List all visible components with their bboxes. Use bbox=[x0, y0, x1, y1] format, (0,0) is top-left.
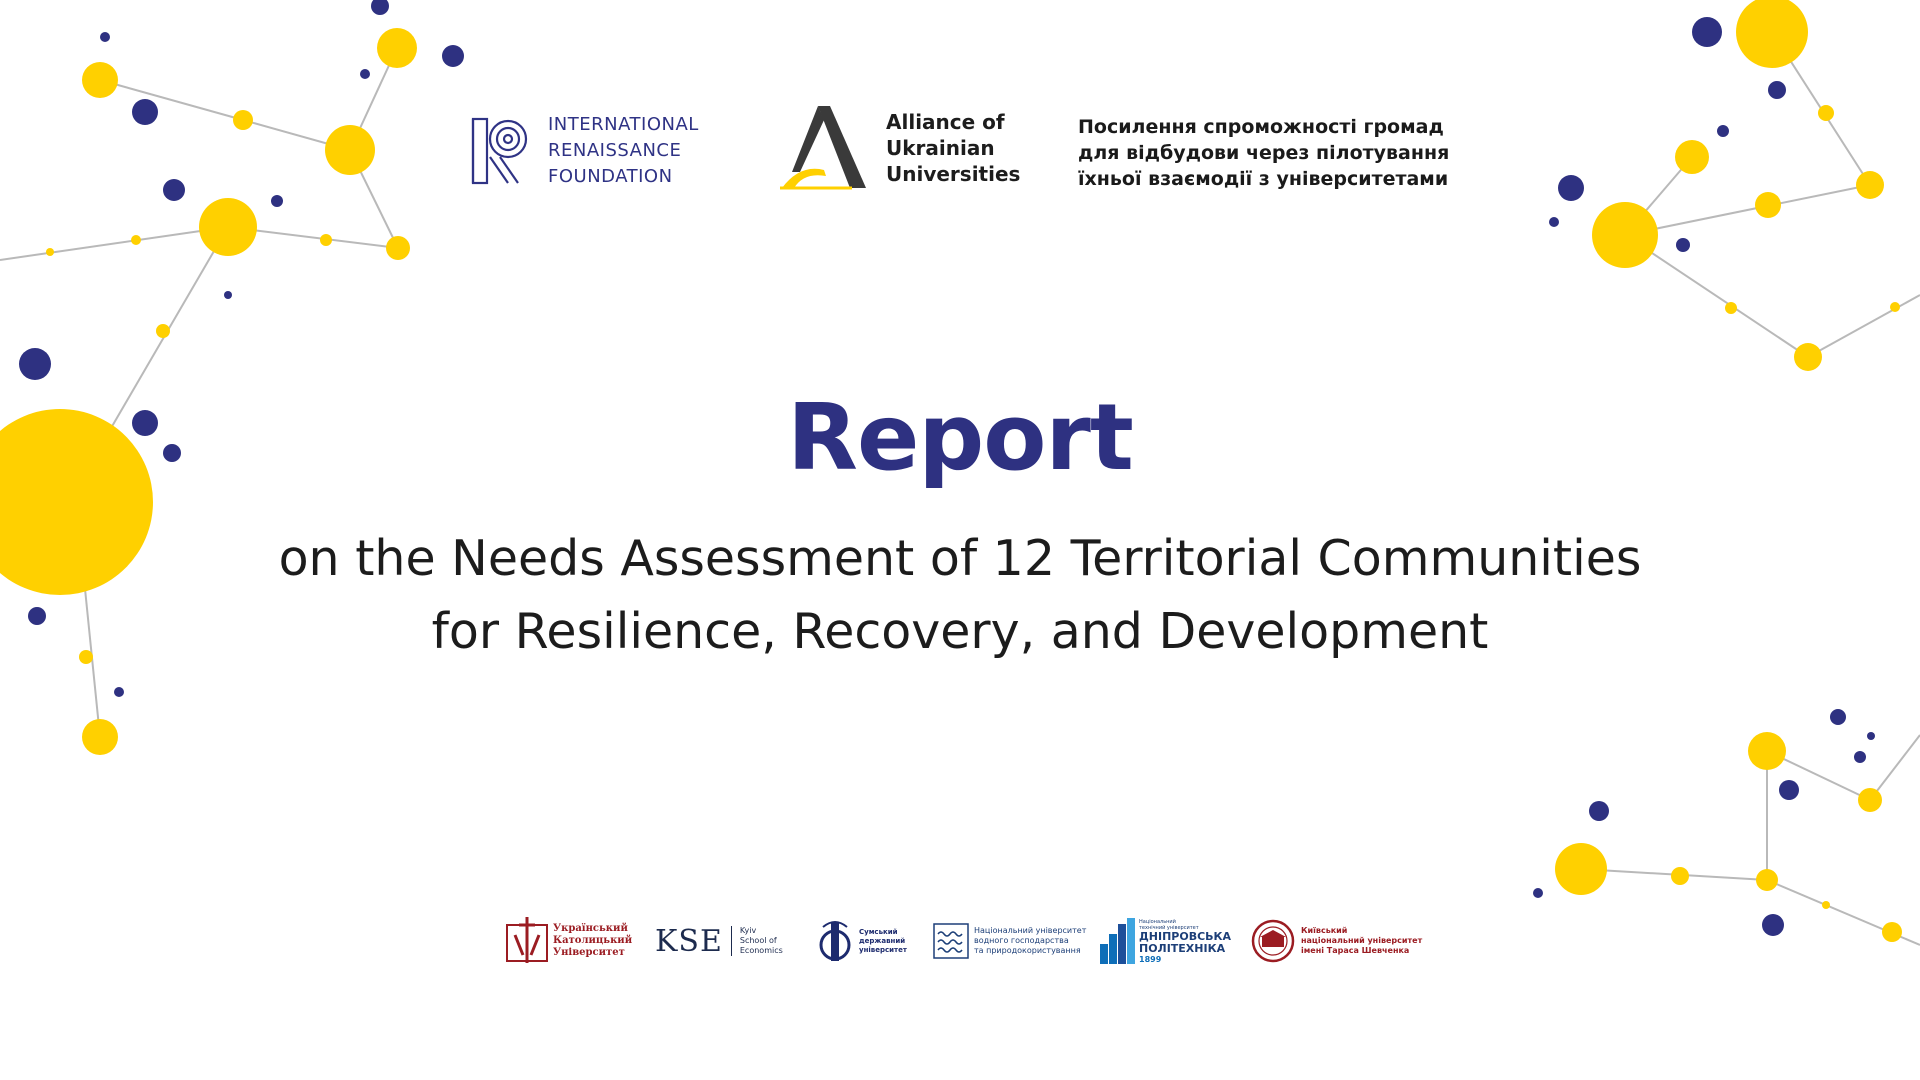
report-subtitle bbox=[0, 522, 1920, 668]
knu-line-1: Київський bbox=[1301, 926, 1348, 935]
kse-logo bbox=[655, 916, 783, 966]
dnipro-name bbox=[1139, 919, 1231, 964]
dnipro-line-1: Національний bbox=[1139, 918, 1176, 925]
kse-mark: KSE bbox=[655, 923, 723, 959]
kse-divider bbox=[731, 926, 732, 956]
dnipro-line-3: ДНІПРОВСЬКА bbox=[1139, 929, 1232, 943]
sumy-emblem-icon bbox=[817, 917, 857, 965]
alliance-line-2: Ukrainian bbox=[886, 136, 995, 160]
alliance-logo bbox=[780, 106, 1020, 190]
kse-line-2: School of bbox=[739, 936, 777, 945]
irf-logo bbox=[470, 112, 699, 190]
nuwee-line-1: Національний університет bbox=[974, 926, 1087, 935]
nuwee-line-2: водного господарства bbox=[974, 936, 1069, 945]
dnipro-year: 1899 bbox=[1139, 954, 1162, 964]
knu-line-2: національний університет bbox=[1301, 936, 1423, 945]
alliance-logo-icon bbox=[780, 106, 868, 190]
dnipro-line-4: ПОЛІТЕХНІКА bbox=[1139, 941, 1226, 955]
knu-name bbox=[1301, 926, 1422, 956]
dnipro-bars-icon bbox=[1100, 918, 1136, 964]
ucu-crest-icon bbox=[505, 917, 549, 965]
sumy-logo bbox=[817, 916, 907, 966]
kse-line-3: Economics bbox=[739, 946, 783, 955]
sumy-line-3: університет bbox=[859, 945, 907, 954]
alliance-line-1: Alliance of bbox=[886, 110, 1005, 134]
sumy-name bbox=[859, 928, 907, 955]
kse-name bbox=[740, 926, 783, 956]
irf-line-1: INTERNATIONAL bbox=[548, 114, 699, 135]
irf-line-2: RENAISSANCE bbox=[548, 140, 682, 161]
ucu-line-2: Католицький bbox=[553, 935, 633, 946]
nuwee-line-3: та природокористування bbox=[974, 946, 1081, 955]
subtitle-line-2: for Resilience, Recovery, and Development bbox=[431, 603, 1489, 660]
knu-line-3: імені Тараса Шевченка bbox=[1301, 946, 1410, 955]
project-line-1: Посилення спроможності громад bbox=[1078, 116, 1444, 138]
ucu-line-1: Український bbox=[553, 923, 628, 934]
knu-logo bbox=[1251, 916, 1422, 966]
subtitle-line-1: on the Needs Assessment of 12 Territorial Communities bbox=[278, 530, 1642, 587]
kse-line-1: Kyiv bbox=[739, 926, 757, 935]
nuwee-waves-icon bbox=[933, 923, 969, 959]
alliance-line-3: Universities bbox=[886, 162, 1021, 186]
dnipro-line-2: технічний університет bbox=[1139, 924, 1199, 931]
irf-logo-icon bbox=[470, 117, 528, 185]
alliance-name bbox=[886, 109, 1020, 187]
nuwee-logo bbox=[933, 916, 1086, 966]
dnipro-logo bbox=[1100, 916, 1231, 966]
ucu-logo bbox=[505, 916, 632, 966]
project-line-3: їхньої взаємодії з університетами bbox=[1078, 168, 1449, 190]
ucu-line-3: Університет bbox=[553, 947, 625, 958]
ucu-name bbox=[553, 923, 632, 959]
page-title: Report bbox=[787, 384, 1133, 491]
project-line-2: для відбудови через пілотування bbox=[1078, 142, 1450, 164]
sumy-line-1: Сумський bbox=[859, 927, 898, 936]
knu-seal-icon bbox=[1251, 919, 1295, 963]
project-title bbox=[1078, 114, 1449, 192]
sumy-line-2: державний bbox=[859, 936, 906, 945]
irf-line-3: FOUNDATION bbox=[548, 166, 673, 187]
nuwee-name bbox=[974, 926, 1086, 956]
irf-name bbox=[548, 112, 699, 190]
